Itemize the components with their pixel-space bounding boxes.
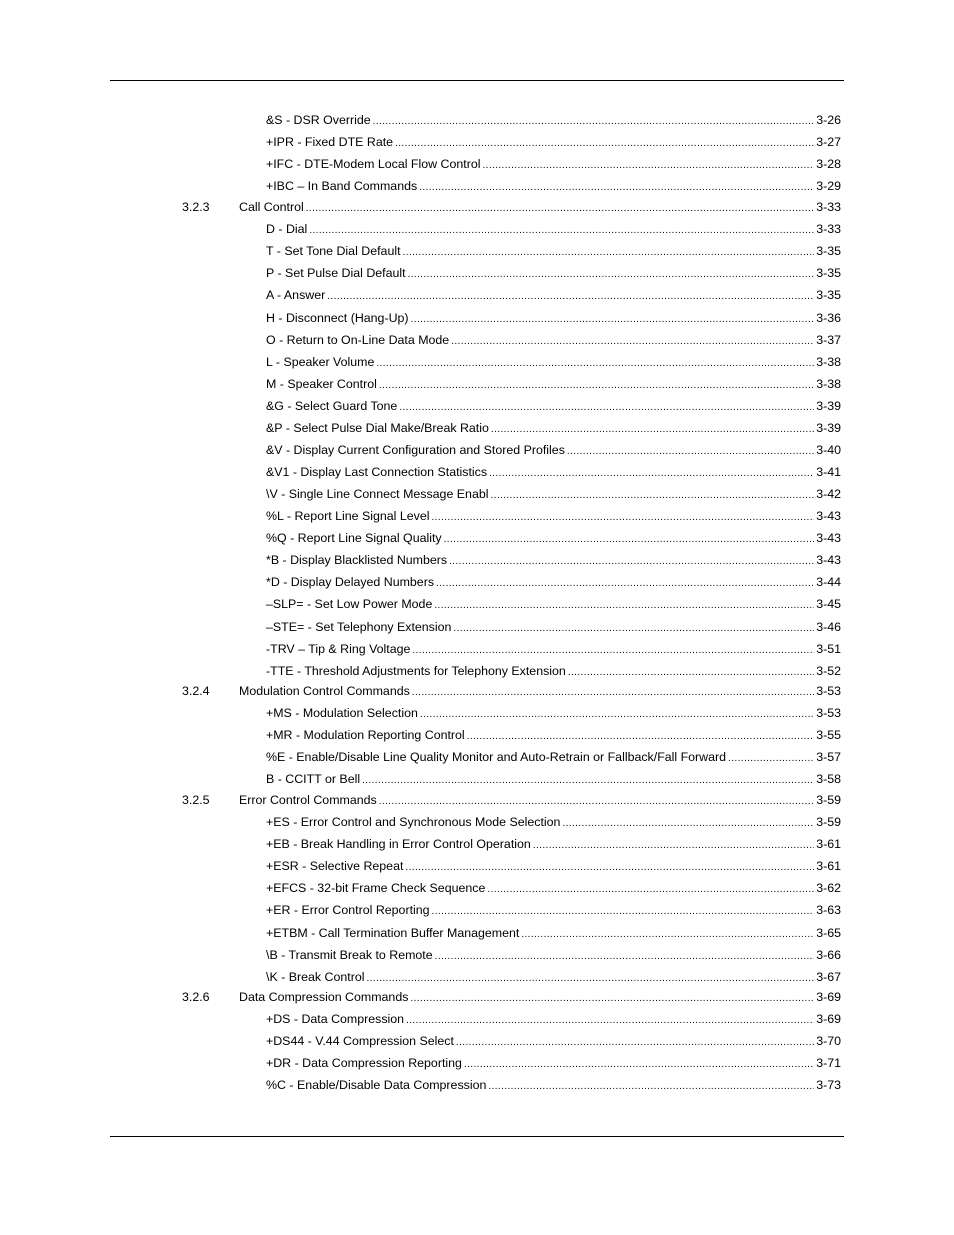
- toc-entry-title: +ESR - Selective Repeat: [266, 859, 404, 873]
- toc-entry-row[interactable]: [266, 726, 841, 744]
- dot-leader: [482, 155, 814, 175]
- toc-page-number: 3-46: [816, 620, 841, 634]
- toc-section-number: 3.2.3: [182, 200, 210, 214]
- toc-entry-row[interactable]: [266, 419, 841, 437]
- toc-entry-title: *D - Display Delayed Numbers: [266, 575, 435, 589]
- toc-entry-row[interactable]: [266, 835, 841, 853]
- toc-entry-title: -TTE - Threshold Adjustments for Telephony Extension: [266, 664, 566, 678]
- toc-entry-row[interactable]: [266, 375, 841, 393]
- dot-leader: [435, 946, 815, 966]
- toc-entry-row[interactable]: [266, 1032, 841, 1050]
- toc-entry-title: Error Control Commands: [239, 793, 377, 807]
- toc-page-number: 3-43: [816, 509, 841, 523]
- dot-leader: [327, 286, 814, 306]
- header-rule: [110, 80, 844, 81]
- toc-entry-title: H - Disconnect (Hang-Up): [266, 311, 409, 325]
- toc-entry-title: +DS44 - V.44 Compression Select: [266, 1034, 454, 1048]
- toc-page-number: 3-69: [816, 1012, 841, 1026]
- toc-page-number: 3-43: [816, 531, 841, 545]
- toc-entry-row[interactable]: [266, 573, 841, 591]
- toc-page-number: 3-59: [816, 815, 841, 829]
- toc-section-number: 3.2.6: [182, 990, 210, 1004]
- toc-page-number: 3-37: [816, 333, 841, 347]
- toc-entry-row[interactable]: [266, 177, 841, 195]
- toc-page-number: 3-28: [816, 157, 841, 171]
- toc-entry-title: B - CCITT or Bell: [266, 772, 361, 786]
- toc-entry-title: \K - Break Control: [266, 970, 365, 984]
- toc-entry-title: –STE= - Set Telephony Extension: [266, 620, 452, 634]
- toc-entry-title: +DS - Data Compression: [266, 1012, 405, 1026]
- dot-leader: [412, 640, 814, 660]
- toc-entry-row[interactable]: [266, 704, 841, 722]
- toc-entry-title: O - Return to On-Line Data Mode: [266, 333, 450, 347]
- toc-page-number: 3-43: [816, 553, 841, 567]
- toc-page-number: 3-69: [816, 990, 841, 1004]
- toc-page-number: 3-65: [816, 926, 841, 940]
- toc-section-row[interactable]: [182, 791, 841, 809]
- toc-page-number: 3-61: [816, 859, 841, 873]
- toc-entry-title: +ER - Error Control Reporting: [266, 903, 430, 917]
- toc-page-number: 3-59: [816, 793, 841, 807]
- toc-entry-row[interactable]: [266, 353, 841, 371]
- dot-leader: [405, 857, 814, 877]
- toc-entry-title: T - Set Tone Dial Default: [266, 244, 401, 258]
- toc-entry-row[interactable]: [266, 813, 841, 831]
- toc-section-number: 3.2.4: [182, 684, 210, 698]
- toc-entry-title: A - Answer: [266, 288, 326, 302]
- toc-entry-title: +ES - Error Control and Synchronous Mode Selection: [266, 815, 561, 829]
- toc-entry-row[interactable]: [266, 901, 841, 919]
- toc-page-number: 3-35: [816, 266, 841, 280]
- toc-entry-title: %L - Report Line Signal Level: [266, 509, 430, 523]
- toc-section-row[interactable]: [182, 682, 841, 700]
- dot-leader: [464, 1054, 814, 1074]
- toc-page-number: 3-51: [816, 642, 841, 656]
- toc-page-number: 3-38: [816, 377, 841, 391]
- toc-entry-row[interactable]: [266, 264, 841, 282]
- toc-entry-row[interactable]: [266, 662, 841, 680]
- dot-leader: [406, 1010, 814, 1030]
- toc-entry-row[interactable]: [266, 133, 841, 151]
- toc-entry-title: +EB - Break Handling in Error Control Operation: [266, 837, 531, 851]
- dot-leader: [395, 133, 814, 153]
- dot-leader: [432, 901, 815, 921]
- dot-leader: [373, 111, 815, 131]
- dot-leader: [489, 463, 814, 483]
- toc-entry-row[interactable]: [266, 220, 841, 238]
- toc-page-number: 3-36: [816, 311, 841, 325]
- toc-page-number: 3-67: [816, 970, 841, 984]
- toc-page-number: 3-33: [816, 222, 841, 236]
- dot-leader: [533, 835, 814, 855]
- dot-leader: [434, 595, 814, 615]
- dot-leader: [419, 177, 814, 197]
- toc-entry-row[interactable]: [266, 946, 841, 964]
- toc-entry-title: +MR - Modulation Reporting Control: [266, 728, 465, 742]
- dot-leader: [449, 551, 814, 571]
- toc-entry-title: +MS - Modulation Selection: [266, 706, 418, 720]
- toc-entry-row[interactable]: [266, 968, 841, 986]
- toc-entry-row[interactable]: [266, 640, 841, 658]
- toc-entry-row[interactable]: [266, 331, 841, 349]
- dot-leader: [488, 1076, 814, 1096]
- toc-page-number: 3-53: [816, 706, 841, 720]
- footer-rule: [110, 1136, 844, 1137]
- toc-page-number: 3-27: [816, 135, 841, 149]
- dot-leader: [366, 968, 814, 988]
- toc-page-number: 3-61: [816, 837, 841, 851]
- toc-entry-row[interactable]: [266, 618, 841, 636]
- toc-entry-title: \B - Transmit Break to Remote: [266, 948, 433, 962]
- toc-entry-row[interactable]: [266, 770, 841, 788]
- toc-entry-title: %Q - Report Line Signal Quality: [266, 531, 442, 545]
- dot-leader: [453, 618, 814, 638]
- toc-page-number: 3-40: [816, 443, 841, 457]
- toc-page-number: 3-62: [816, 881, 841, 895]
- dot-leader: [467, 726, 815, 746]
- dot-leader: [412, 682, 814, 702]
- toc-entry-row[interactable]: [266, 529, 841, 547]
- toc-section-row[interactable]: [182, 198, 841, 216]
- toc-page-number: 3-26: [816, 113, 841, 127]
- toc-entry-title: Data Compression Commands: [239, 990, 409, 1004]
- toc-page-number: 3-66: [816, 948, 841, 962]
- toc-entry-title: –SLP= - Set Low Power Mode: [266, 597, 433, 611]
- toc-entry-title: +ETBM - Call Termination Buffer Management: [266, 926, 520, 940]
- toc-page-number: 3-42: [816, 487, 841, 501]
- toc-entry-row[interactable]: [266, 309, 841, 327]
- toc-page-number: 3-73: [816, 1078, 841, 1092]
- toc-entry-row[interactable]: [266, 507, 841, 525]
- toc-entry-row[interactable]: [266, 551, 841, 569]
- toc-section-row[interactable]: [182, 988, 841, 1006]
- toc-entry-title: +IPR - Fixed DTE Rate: [266, 135, 394, 149]
- toc-entry-row[interactable]: [266, 286, 841, 304]
- toc-entry-row[interactable]: [266, 463, 841, 481]
- toc-entry-title: %C - Enable/Disable Data Compression: [266, 1078, 487, 1092]
- toc-page-number: 3-38: [816, 355, 841, 369]
- dot-leader: [376, 353, 814, 373]
- toc-entry-title: &G - Select Guard Tone: [266, 399, 398, 413]
- dot-leader: [309, 220, 814, 240]
- toc-entry-title: &P - Select Pulse Dial Make/Break Ratio: [266, 421, 489, 435]
- dot-leader: [420, 704, 814, 724]
- dot-leader: [411, 309, 815, 329]
- dot-leader: [456, 1032, 814, 1052]
- toc-page-number: 3-52: [816, 664, 841, 678]
- toc-page-number: 3-45: [816, 597, 841, 611]
- dot-leader: [306, 198, 814, 218]
- dot-leader: [487, 879, 814, 899]
- toc-entry-row[interactable]: [266, 485, 841, 503]
- toc-entry-row[interactable]: [266, 595, 841, 613]
- dot-leader: [410, 988, 814, 1008]
- dot-leader: [491, 419, 814, 439]
- toc-entry-row[interactable]: [266, 1054, 841, 1072]
- dot-leader: [728, 748, 814, 768]
- toc-entry-title: M - Speaker Control: [266, 377, 377, 391]
- toc-entry-title: +EFCS - 32-bit Frame Check Sequence: [266, 881, 486, 895]
- toc-page-number: 3-63: [816, 903, 841, 917]
- dot-leader: [567, 441, 814, 461]
- toc-page-number: 3-71: [816, 1056, 841, 1070]
- toc-entry-title: +IBC – In Band Commands: [266, 179, 418, 193]
- toc-page-number: 3-35: [816, 244, 841, 258]
- toc-entry-title: +IFC - DTE-Modem Local Flow Control: [266, 157, 481, 171]
- toc-page-number: 3-58: [816, 772, 841, 786]
- toc-entry-title: &S - DSR Override: [266, 113, 371, 127]
- dot-leader: [451, 331, 814, 351]
- dot-leader: [408, 264, 815, 284]
- toc-entry-row[interactable]: [266, 242, 841, 260]
- toc-entry-title: \V - Single Line Connect Message Enabl: [266, 487, 489, 501]
- dot-leader: [568, 662, 814, 682]
- dot-leader: [403, 242, 815, 262]
- dot-leader: [362, 770, 814, 790]
- toc-entry-row[interactable]: [266, 397, 841, 415]
- toc-entry-title: +DR - Data Compression Reporting: [266, 1056, 462, 1070]
- toc-entry-row[interactable]: [266, 155, 841, 173]
- toc-entry-row[interactable]: [266, 748, 841, 766]
- dot-leader: [431, 507, 814, 527]
- toc-entry-row[interactable]: [266, 879, 841, 897]
- toc-entry-title: D - Dial: [266, 222, 308, 236]
- toc-page-number: 3-57: [816, 750, 841, 764]
- dot-leader: [490, 485, 814, 505]
- dot-leader: [444, 529, 815, 549]
- toc-page-number: 3-29: [816, 179, 841, 193]
- toc-page-number: 3-53: [816, 684, 841, 698]
- toc-section-number: 3.2.5: [182, 793, 210, 807]
- toc-page-number: 3-33: [816, 200, 841, 214]
- toc-entry-row[interactable]: [266, 441, 841, 459]
- toc-entry-title: %E - Enable/Disable Line Quality Monitor and Auto-Retrain or Fallback/Fall Forward: [266, 750, 727, 764]
- dot-leader: [379, 375, 814, 395]
- toc-page-number: 3-39: [816, 421, 841, 435]
- toc-entry-title: L - Speaker Volume: [266, 355, 375, 369]
- toc-entry-row[interactable]: [266, 1010, 841, 1028]
- toc-entry-title: P - Set Pulse Dial Default: [266, 266, 406, 280]
- dot-leader: [399, 397, 814, 417]
- toc-entry-row[interactable]: [266, 1076, 841, 1094]
- dot-leader: [562, 813, 814, 833]
- toc-page-number: 3-41: [816, 465, 841, 479]
- toc-entry-title: Modulation Control Commands: [239, 684, 410, 698]
- toc-entry-row[interactable]: [266, 111, 841, 129]
- toc-page-number: 3-55: [816, 728, 841, 742]
- toc-page-number: 3-44: [816, 575, 841, 589]
- dot-leader: [379, 791, 814, 811]
- toc-entry-title: -TRV – Tip & Ring Voltage: [266, 642, 411, 656]
- dot-leader: [436, 573, 814, 593]
- dot-leader: [521, 924, 814, 944]
- toc-page-number: 3-35: [816, 288, 841, 302]
- toc-page-number: 3-70: [816, 1034, 841, 1048]
- toc-entry-title: Call Control: [239, 200, 304, 214]
- toc-entry-title: &V - Display Current Configuration and Stored Profiles: [266, 443, 565, 457]
- toc-page-number: 3-39: [816, 399, 841, 413]
- toc-entry-row[interactable]: [266, 857, 841, 875]
- toc-entry-title: &V1 - Display Last Connection Statistics: [266, 465, 488, 479]
- toc-entry-row[interactable]: [266, 924, 841, 942]
- toc-entry-title: *B - Display Blacklisted Numbers: [266, 553, 448, 567]
